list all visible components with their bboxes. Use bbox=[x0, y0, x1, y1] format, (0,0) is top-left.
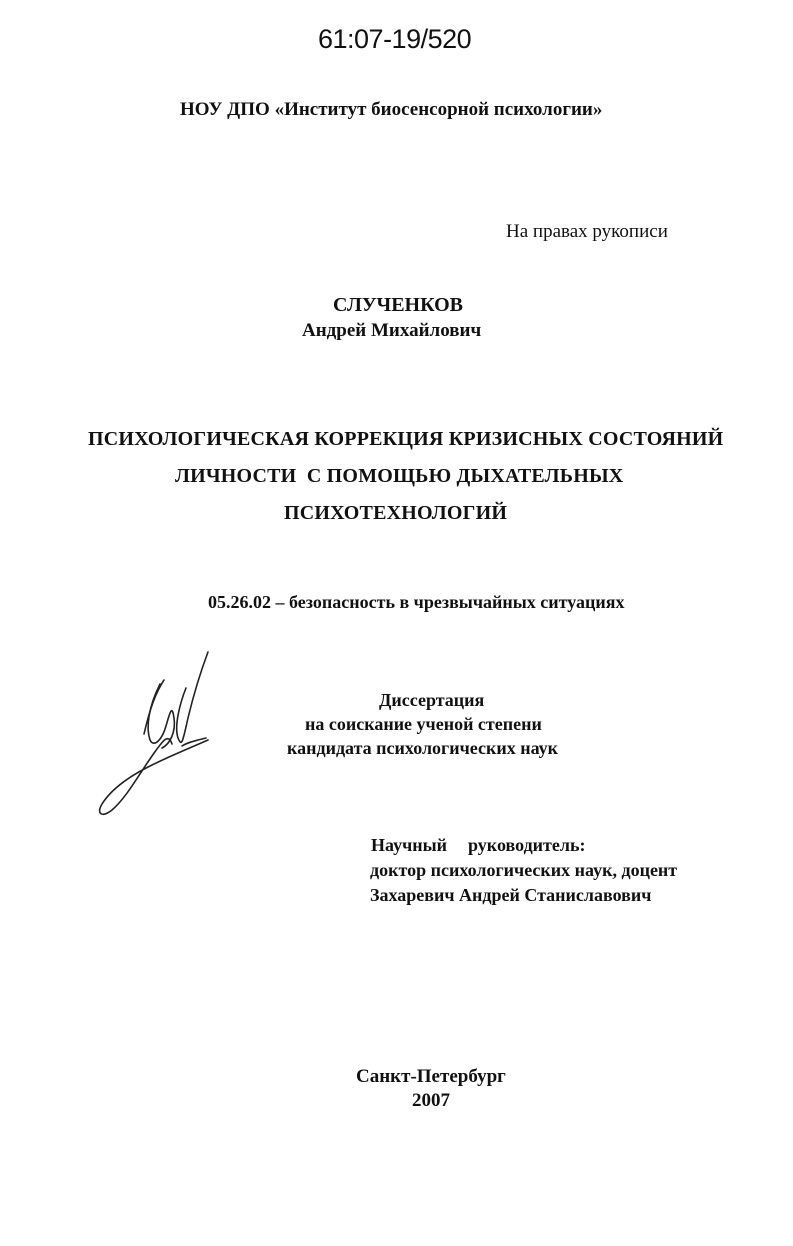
year: 2007 bbox=[412, 1090, 450, 1111]
manuscript-note: На правах рукописи bbox=[506, 221, 668, 242]
title-line-2: ЛИЧНОСТИ С ПОМОЩЬЮ ДЫХАТЕЛЬНЫХ bbox=[175, 465, 624, 487]
advisor-degree: доктор психологических наук, доцент bbox=[370, 860, 678, 880]
catalog-number: 61:07-19/520 bbox=[318, 24, 472, 54]
signature-icon bbox=[90, 648, 220, 823]
title-line-1: ПСИХОЛОГИЧЕСКАЯ КОРРЕКЦИЯ КРИЗИСНЫХ СОСТОЯНИЙ bbox=[88, 428, 724, 450]
dissertation-degree: кандидата психологических наук bbox=[287, 738, 559, 758]
advisor-name: Захаревич Андрей Станиславович bbox=[370, 885, 652, 905]
dissertation-type: Диссертация bbox=[379, 690, 485, 710]
advisor-label: Научный руководитель: bbox=[371, 835, 586, 855]
title-line-3: ПСИХОТЕХНОЛОГИЙ bbox=[284, 502, 508, 524]
specialty-code: 05.26.02 – безопасность в чрезвычайных ситуациях bbox=[208, 592, 625, 612]
institution-name: НОУ ДПО «Институт биосенсорной психологии» bbox=[180, 99, 603, 120]
author-given-names: Андрей Михайлович bbox=[302, 320, 482, 341]
author-surname: СЛУЧЕНКОВ bbox=[333, 294, 463, 316]
city: Санкт-Петербург bbox=[356, 1066, 506, 1087]
dissertation-purpose: на соискание ученой степени bbox=[305, 714, 542, 734]
